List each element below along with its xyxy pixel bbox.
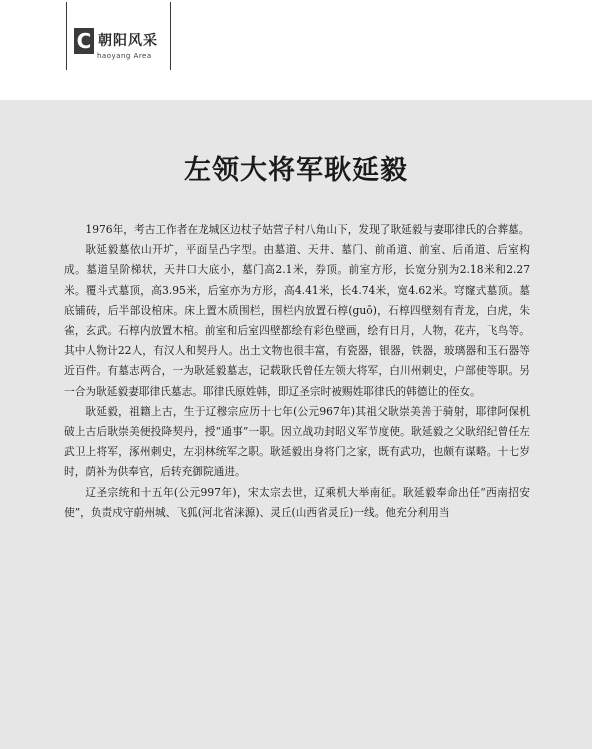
paragraph-2: 耿延毅墓依山开圹，平面呈凸字型。由墓道、天井、墓门、前甬道、前室、后甬道、后室构成。墓道呈阶梯状，天井口大底小，墓门高2.1米，券顶。前室方形，长宽分别为2.18米和2.27米。覆斗式墓顶，高3.95米，后室亦为方形，高4.41米，长4.74米，宽4.62米。穹窿式墓顶。墓底铺砖，后半部设棺床。床上置木质围栏，围栏内放置石椁(guō)，石椁四壁刻有青龙，白虎，朱雀，玄武。石椁内放置木棺。前室和后室四壁都绘有彩色壁画，绘有日月，人物，花卉，飞鸟等。其中人物计22人，有汉人和契丹人。出土文物也很丰富，有瓷器，银器，铁器，玻璃器和玉石器等近百件。有墓志两合，一为耿延毅墓志，记载耿氏曾任左领大将军，白川州刺史，户部使等职。另一合为耿延毅妻耶律氏墓志。耶律氏原姓韩，即辽圣宗时被赐姓耶律氏的韩德让的侄女。 (64, 243, 530, 398)
section-title-cn: 朝阳风采 (98, 33, 158, 49)
header-divider-left (66, 2, 67, 70)
paragraph-3: 耿延毅，祖籍上古，生于辽穆宗应历十七年(公元967年)其祖父耿崇美善于骑射，耶律阿保机破上古后耿崇美便投降契丹，授“通事”一职。因立战功封昭义军节度使。耿延毅之父耿绍纪曾任左武卫上将军，涿州刺史，左羽林统军之职。耿延毅出身将门之家，既有武功，也颇有谋略。十七岁时，荫补为供奉官，后转充御院通进。 (64, 404, 530, 479)
article-body (64, 220, 530, 523)
article-title: 左领大将军耿延毅 (184, 155, 408, 186)
page-header (0, 0, 592, 100)
header-divider-right (170, 2, 171, 70)
paragraph-4: 辽圣宗统和十五年(公元997年)，宋太宗去世，辽乘机大举南征。耿延毅奉命出任“西南招安使”，负责戍守蔚州城、飞狐(河北省涞源)、灵丘(山西省灵丘)一线。他充分利用当 (64, 485, 530, 519)
section-logo-letter: C (74, 28, 94, 54)
paragraph-1: 1976年，考古工作者在龙城区边杖子姑营子村八角山下，发现了耿延毅与妻耶律氏的合葬墓。 (85, 223, 530, 236)
section-title-en: haoyang Area (97, 52, 152, 60)
